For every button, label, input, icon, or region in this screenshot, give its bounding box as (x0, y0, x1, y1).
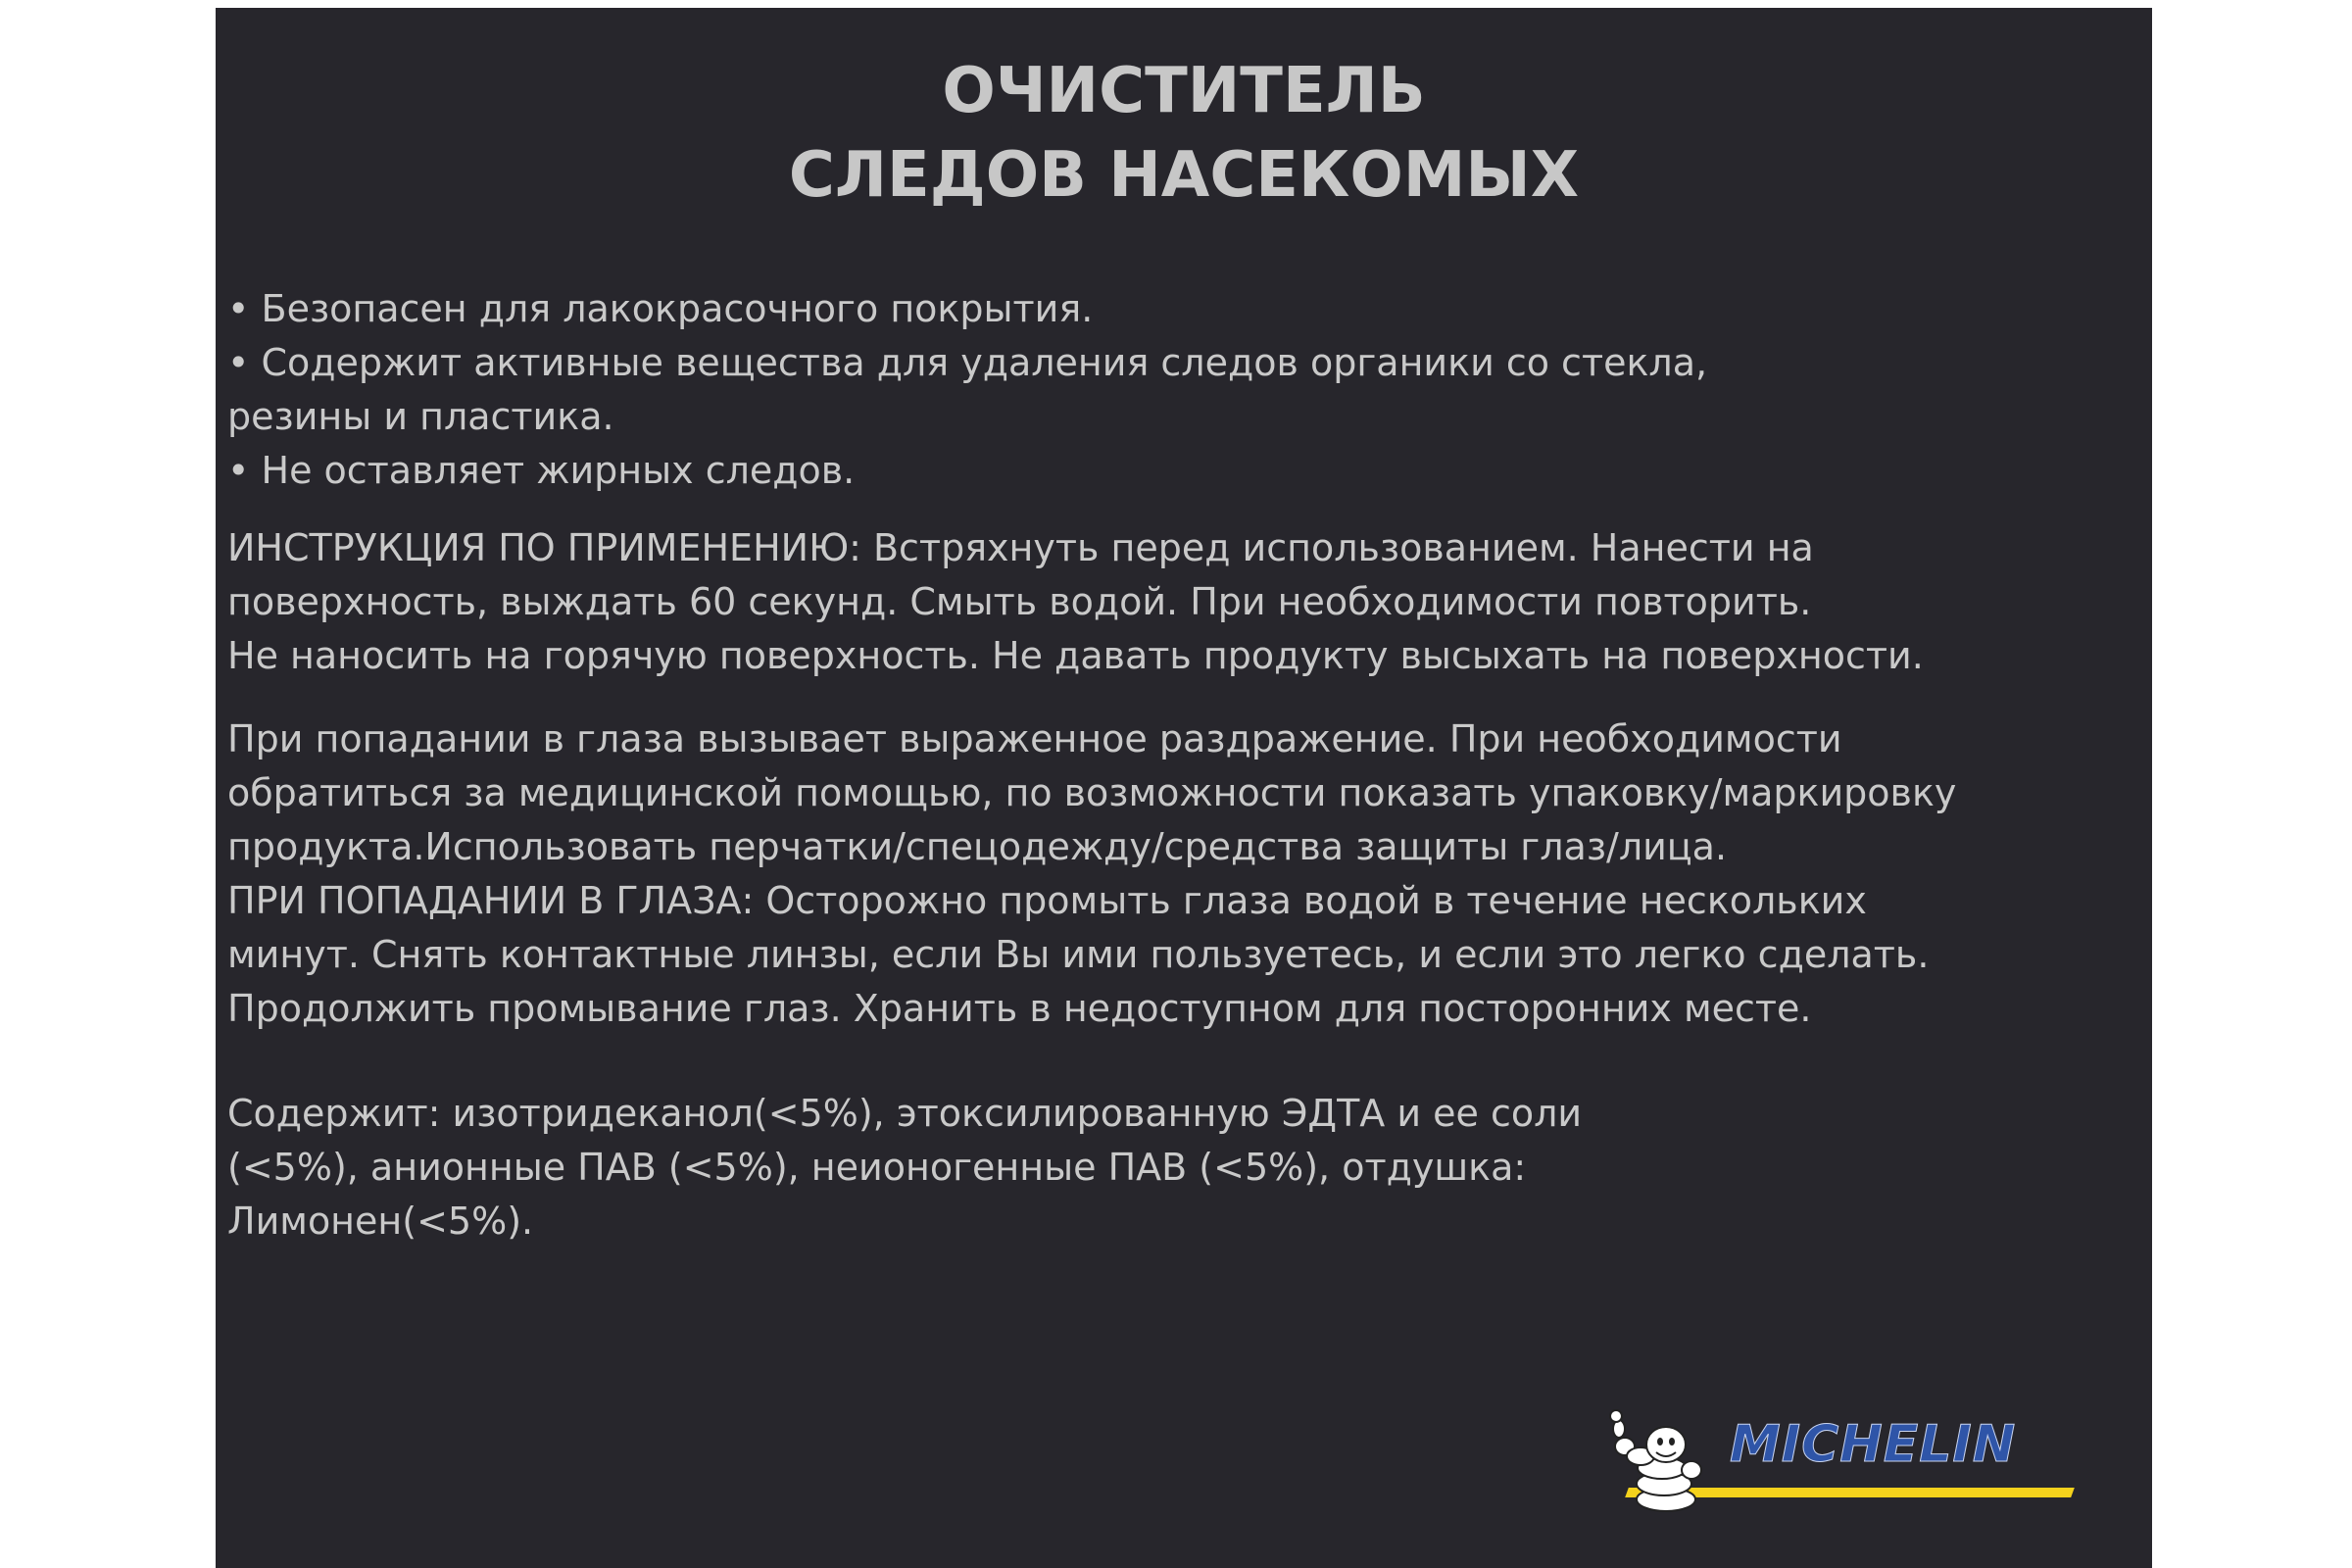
warning-line: минут. Снять контактные линзы, если Вы ими пользуетесь, и если это легко сделать. (227, 933, 1930, 976)
composition-block (227, 1087, 2138, 1249)
instruction-line: Не наносить на горячую поверхность. Не давать продукту высыхать на поверхности. (227, 634, 1924, 677)
instructions-block (227, 521, 2138, 683)
composition-line: Лимонен(<5%). (227, 1200, 534, 1243)
instruction-line: поверхность, выждать 60 секунд. Смыть водой. При необходимости повторить. (227, 580, 1812, 623)
warning-line: При попадании в глаза вызывает выраженное раздражение. При необходимости (227, 717, 1842, 760)
product-title (216, 49, 2152, 218)
label-panel (216, 8, 2152, 1568)
michelin-logo (1607, 1409, 2117, 1527)
label-body (227, 282, 2138, 1249)
composition-line: (<5%), анионные ПАВ (<5%), неионогенные ПАВ (<5%), отдушка: (227, 1146, 1527, 1189)
instruction-line: ИНСТРУКЦИЯ ПО ПРИМЕНЕНИЮ: Встряхнуть перед использованием. Нанести на (227, 526, 1814, 569)
title-line-1: ОЧИСТИТЕЛЬ (942, 55, 1426, 127)
warning-line: Продолжить промывание глаз. Хранить в недоступном для посторонних месте. (227, 987, 1812, 1030)
logo-wordmark: MICHELIN (1730, 1415, 2017, 1474)
feature-line: • Содержит активные вещества для удаления следов органики со стекла, (227, 341, 1708, 384)
feature-line: резины и пластика. (227, 395, 614, 438)
bibendum-icon (1607, 1409, 1735, 1517)
title-line-2: СЛЕДОВ НАСЕКОМЫХ (788, 139, 1580, 212)
composition-line: Содержит: изотридеканол(<5%), этоксилированную ЭДТА и ее соли (227, 1092, 1583, 1135)
warning-line: продукта.Использовать перчатки/спецодежду/средства защиты глаз/лица. (227, 825, 1728, 868)
feature-line: • Не оставляет жирных следов. (227, 449, 856, 492)
feature-line: • Безопасен для лакокрасочного покрытия. (227, 287, 1094, 330)
warnings-block (227, 712, 2138, 1036)
warning-line: ПРИ ПОПАДАНИИ В ГЛАЗА: Осторожно промыть глаза водой в течение нескольких (227, 879, 1867, 922)
features-block (227, 282, 2138, 498)
warning-line: обратиться за медицинской помощью, по возможности показать упаковку/маркировку (227, 771, 1957, 814)
